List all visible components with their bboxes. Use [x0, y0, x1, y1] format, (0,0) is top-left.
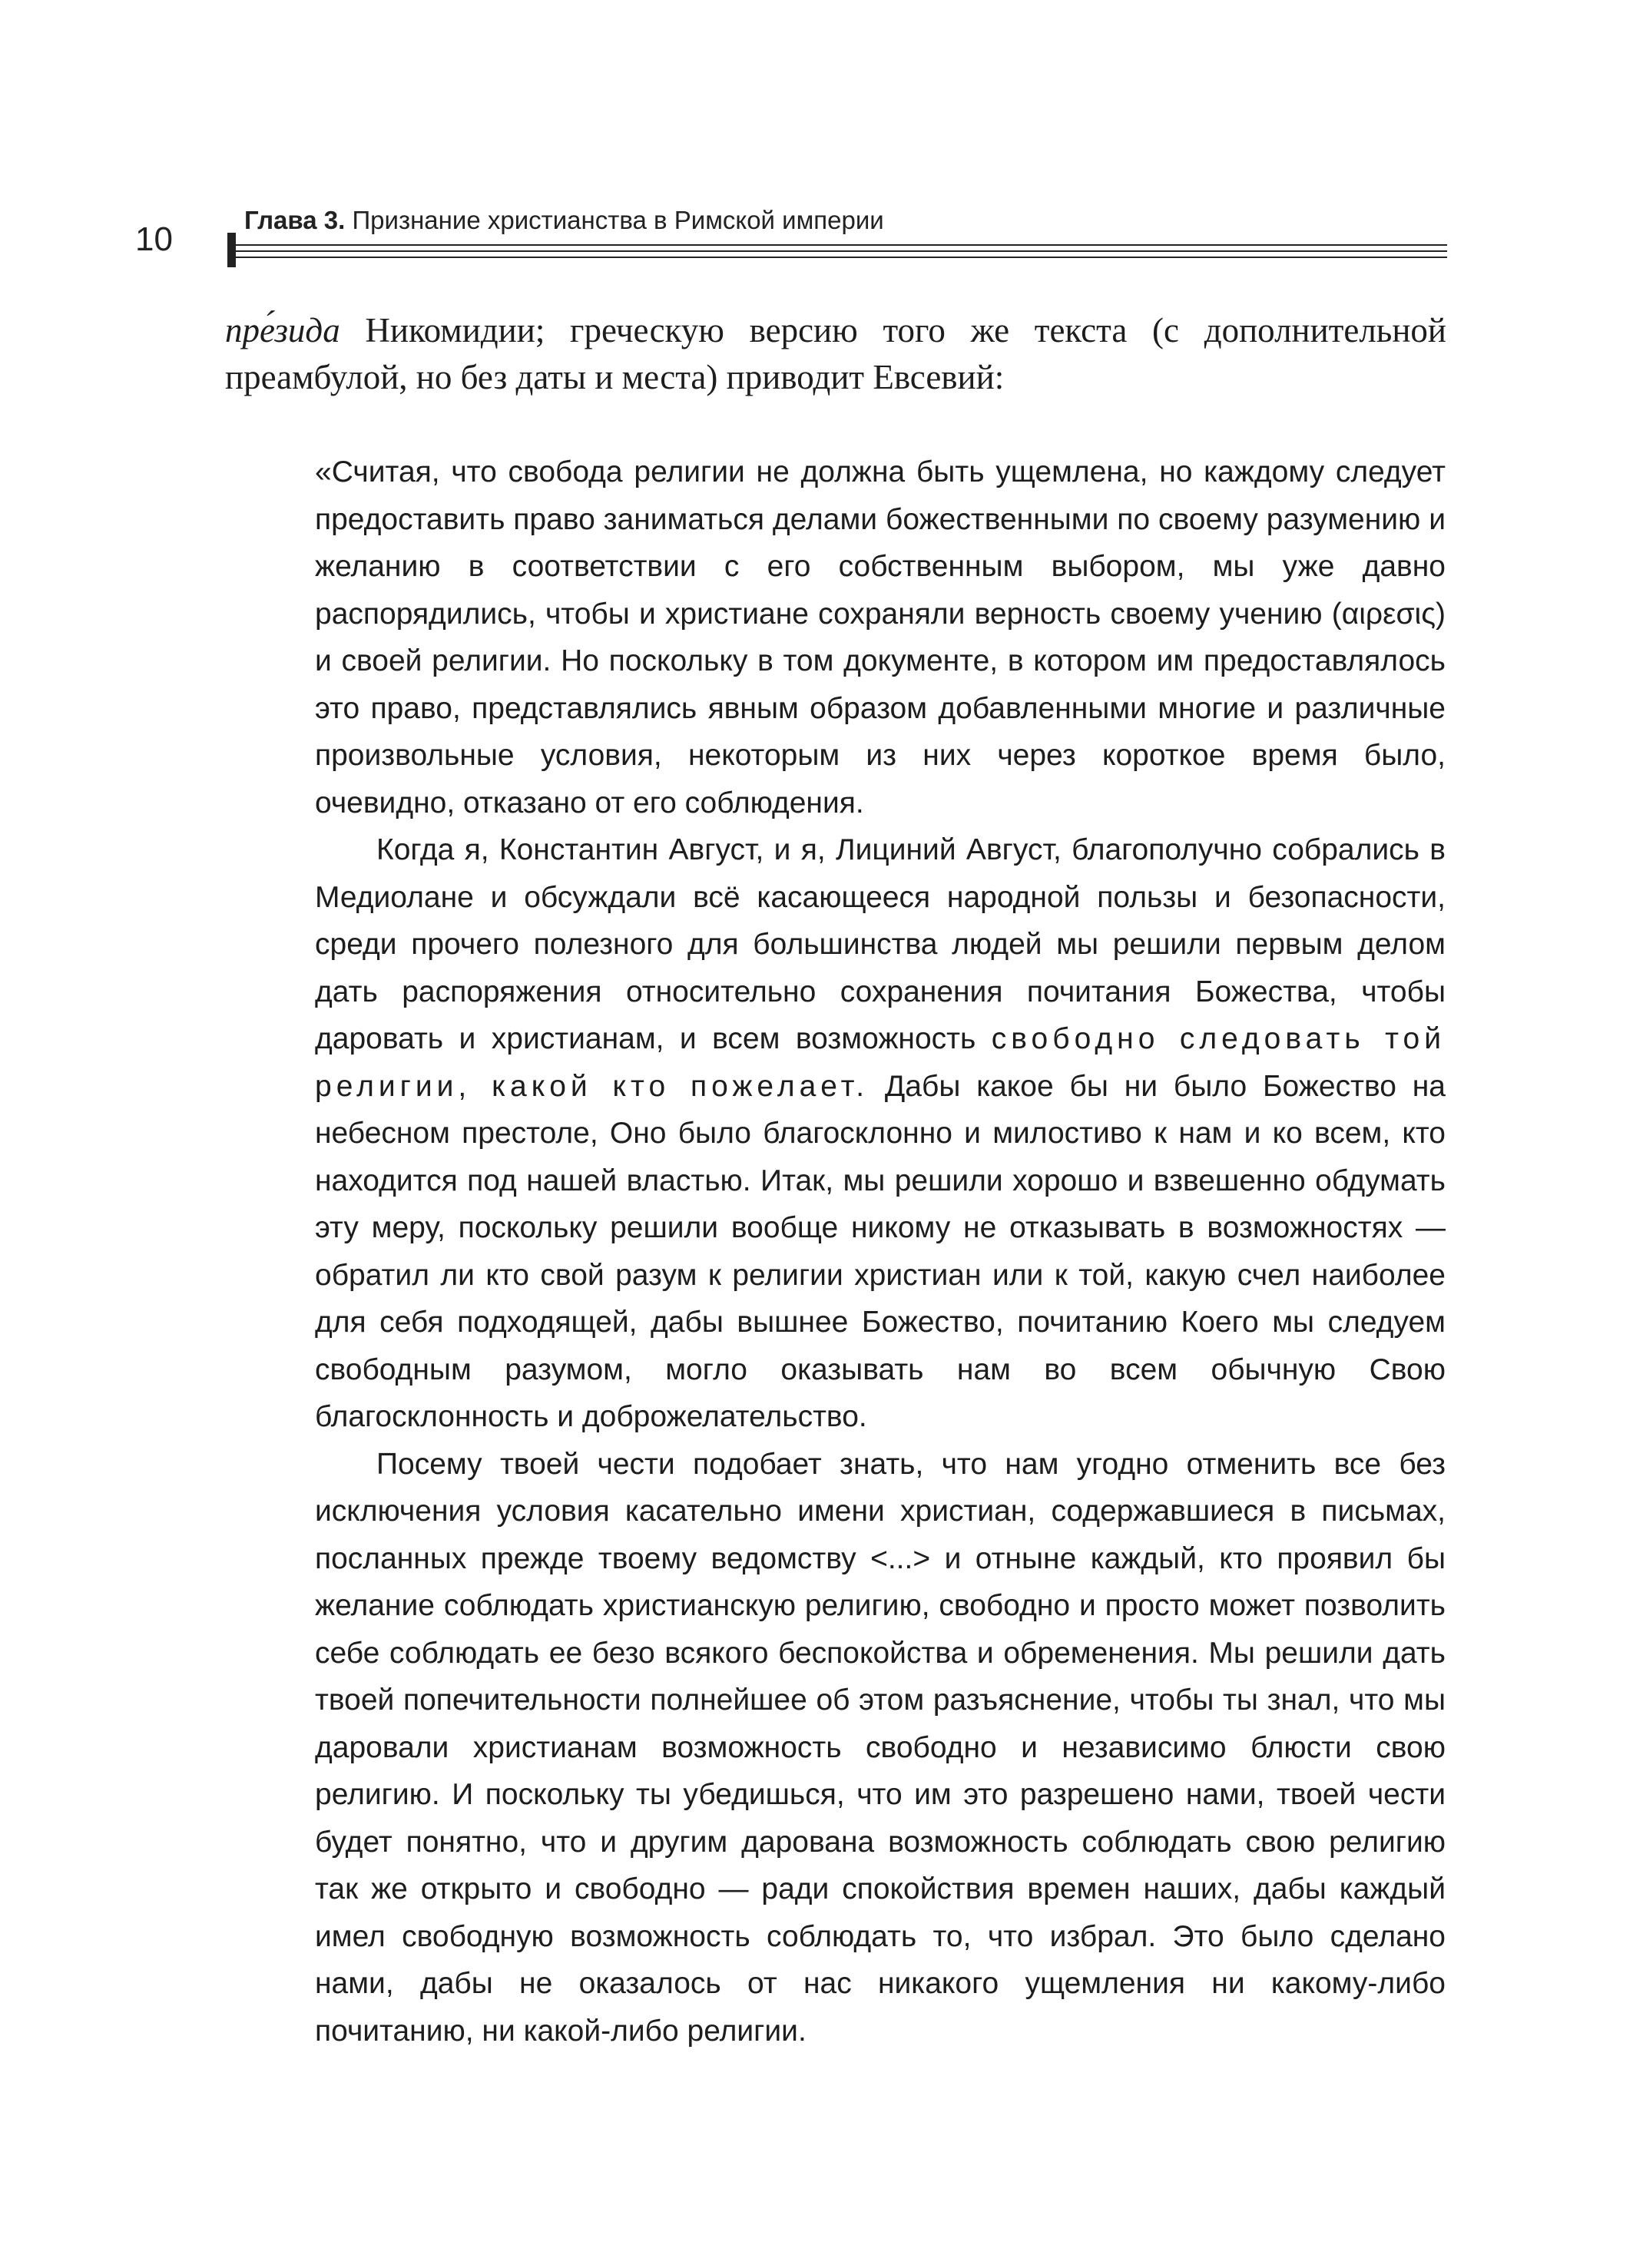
italic-term: пре́зида	[225, 311, 340, 349]
quote-paragraph-2-start: Когда я, Константин Август, и я, Лициний Август, благополучно собрались в Медиолане и обсуждали всё касающееся народной пользы и безопасности, среди прочего полезного для большинства людей мы решили первым делом дать распоряжения относительно сохранения почитания Божества, чтобы даровать и христианам, и всем возможность	[315, 833, 1446, 1055]
page-number: 10	[135, 220, 173, 258]
chapter-label: Глава 3.	[244, 206, 346, 234]
quote-paragraph-2	[315, 826, 1446, 1441]
header-rule-line	[227, 250, 1447, 252]
header-rule-line	[227, 244, 1447, 246]
lead-paragraph	[225, 307, 1446, 401]
quote-paragraph-1: «Считая, что свобода религии не должна быть ущемлена, но каждому следует предоставить право заниматься делами божественными по своему разумению и желанию в соответствии с его собственным выбором, мы уже давно распорядились, чтобы и христиане сохраняли верность своему учению (αιρεσις) и своей религии. Но поскольку в том документе, в котором им предоставлялось это право, представлялись явным образом добавленными многие и различные произвольные условия, некоторым из них через короткое время было, очевидно, отказано от его соблюдения.	[315, 455, 1446, 819]
running-header	[244, 207, 884, 233]
header-rule-line	[227, 257, 1447, 258]
quote-paragraph-2-end: Дабы какое бы ни было Божество на небесном престоле, Оно было благосклонно и милостиво к нам и ко всем, кто находится под нашей властью. Итак, мы решили хорошо и взвешенно обдумать эту меру, поскольку решили вообще никому не отказывать в возможностях — обратил ли кто свой разум к религии христиан или к той, какую счел наиболее для себя подходящей, дабы вышнее Божество, почитанию Коего мы следуем свободным разумом, могло оказывать нам во всем обычную Свою благосклонность и доброжелательство.	[315, 1069, 1446, 1433]
letterspaced-emphasis: свободно следовать той религии, какой кто пожелает.	[315, 1022, 1446, 1103]
chapter-title: Признание христианства в Римской империи	[345, 206, 884, 234]
lead-text: Никомидии; греческую версию того же текста (с дополнительной преамбулой, но без даты и места) приводит Евсевий:	[225, 311, 1446, 396]
block-quote	[315, 449, 1446, 2054]
quote-paragraph-3: Посему твоей чести подобает знать, что нам угодно отменить все без исключения условия касательно имени христиан, содержавшиеся в письмах, посланных прежде твоему ведомству <...> и отныне каждый, кто проявил бы желание соблюдать христианскую религию, свободно и просто может позволить себе соблюдать ее безо всякого беспокойства и обременения. Мы решили дать твоей попечительности полнейшее об этом разъяснение, чтобы ты знал, что мы даровали христианам возможность свободно и независимо блюсти свою религию. И поскольку ты убедишься, что им это разрешено нами, твоей чести будет понятно, что и другим дарована возможность соблюдать свою религию так же открыто и свободно — ради спокойствия времен наших, дабы каждый имел свободную возможность соблюдать то, что избрал. Это было сделано нами, дабы не оказалось от нас никакого ущемления ни какому-либо почитанию, ни какой-либо религии.	[315, 1447, 1446, 2048]
